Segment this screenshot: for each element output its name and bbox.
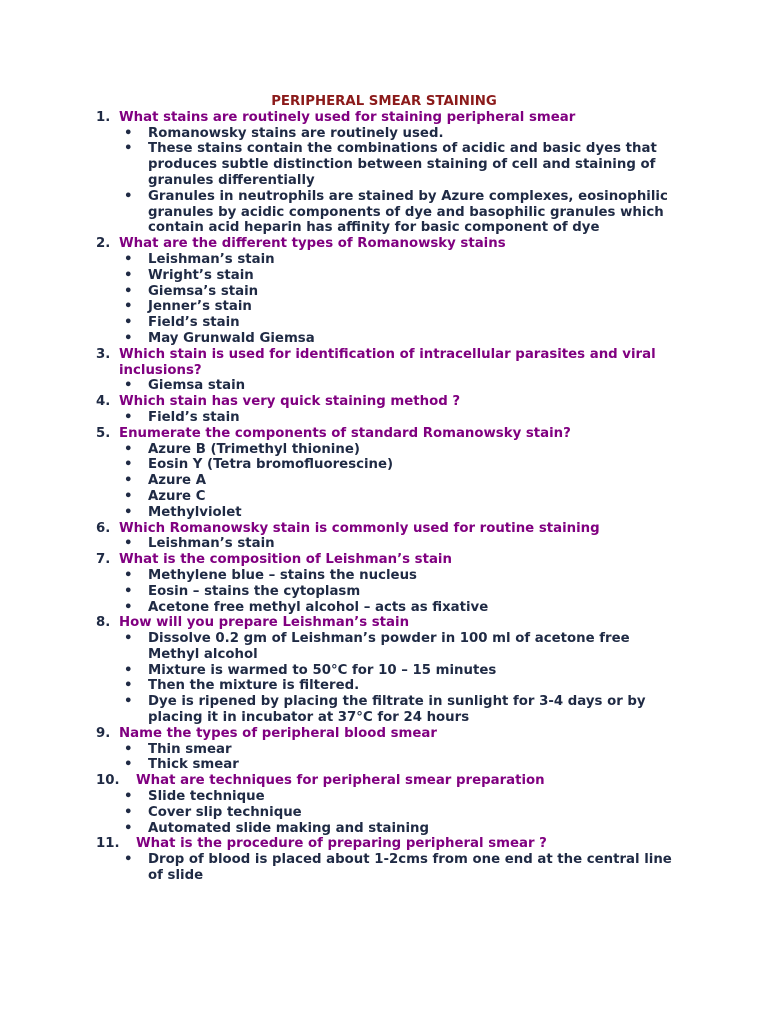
answer-bullet [0,852,680,884]
answer-bullet [0,600,680,616]
answer-text: Drop of blood is placed about 1-2cms from one end at the central line of slide [148,852,672,884]
question-number: 5. [96,425,111,441]
bullet-icon: • [124,678,133,694]
answer-text: Azure A [148,473,206,489]
bullet-icon: • [124,662,133,678]
answer-bullet [0,742,680,758]
answer-text: Methylviolet [148,504,242,520]
question-10 [0,773,679,789]
bullet-icon: • [124,536,133,552]
answer-text: Methylene blue – stains the nucleus [148,567,417,583]
bullet-icon: • [124,457,133,473]
bullet-icon: • [124,473,133,489]
answer-text: Giemsa stain [148,378,246,394]
answer-text: Then the mixture is filtered. [148,678,360,694]
answer-bullet [0,821,680,837]
answer-bullet [0,789,680,805]
question-5 [0,426,679,442]
bullet-icon: • [124,583,133,599]
question-number: 8. [96,615,111,631]
question-text: What are techniques for peripheral smear preparation [136,773,545,789]
bullet-icon: • [124,757,133,773]
bullet-icon: • [124,804,133,820]
question-number: 9. [96,725,111,741]
bullet-icon: • [124,188,133,204]
bullet-icon: • [124,299,133,315]
answer-bullet [0,252,680,268]
question-text: How will you prepare Leishman’s stain [119,615,410,631]
question-7 [0,552,679,568]
bullet-icon: • [124,789,133,805]
question-8 [0,615,679,631]
question-number: 4. [96,394,111,410]
answer-bullet [0,678,680,694]
answer-text: Eosin – stains the cytoplasm [148,583,361,599]
question-number: 10. [96,773,120,789]
question-number: 1. [96,109,111,125]
bullet-icon: • [124,251,133,267]
answer-text: Jenner’s stain [148,299,252,315]
bullet-icon: • [124,567,133,583]
answer-bullet [0,584,680,600]
answer-text: Granules in neutrophils are stained by Azure complexes, eosinophilic granules by acidic components of dye and basophilic granules which contain acid heparin has affinity for basic component of dye [148,188,668,236]
document-page [0,94,768,884]
answer-bullet [0,442,680,458]
question-1 [0,110,679,126]
answer-bullet [0,631,680,663]
bullet-icon: • [124,125,133,141]
answer-text: Wright’s stain [148,267,254,283]
bullet-icon: • [124,378,133,394]
answer-text: Thick smear [148,757,239,773]
bullet-icon: • [124,141,133,157]
answer-bullet [0,315,680,331]
answer-text: Eosin Y (Tetra bromofluorescine) [148,457,394,473]
answer-text: Thin smear [148,741,232,757]
answer-bullet [0,126,680,142]
question-9 [0,726,679,742]
question-text: Enumerate the components of standard Romanowsky stain? [119,425,571,441]
question-number: 11. [96,836,120,852]
answer-bullet [0,757,680,773]
bullet-icon: • [124,694,133,710]
answer-bullet [0,141,680,188]
bullet-icon: • [124,631,133,647]
answer-bullet [0,805,680,821]
answer-text: Azure B (Trimethyl thionine) [148,441,360,457]
answer-text: These stains contain the combinations of acidic and basic dyes that produces subtle distinction between staining of cell and staining of granules differentially [148,141,657,188]
answer-text: Field’s stain [148,409,240,425]
question-2 [0,236,679,252]
bullet-icon: • [124,330,133,346]
bullet-icon: • [124,315,133,331]
answer-bullet [0,473,680,489]
answer-bullet [0,694,680,726]
answer-text: Slide technique [148,789,265,805]
answer-text: Automated slide making and staining [148,820,430,836]
answer-text: May Grunwald Giemsa [148,330,315,346]
question-4 [0,394,679,410]
answer-text: Leishman’s stain [148,251,275,267]
question-text: Name the types of peripheral blood smear [119,725,437,741]
answer-bullet [0,536,680,552]
answer-bullet [0,568,680,584]
answer-bullet [0,189,680,236]
bullet-icon: • [124,599,133,615]
answer-text: Azure C [148,488,206,504]
question-3 [0,347,679,379]
bullet-icon: • [124,267,133,283]
question-text: Which Romanowsky stain is commonly used for routine staining [119,520,600,536]
answer-bullet [0,331,680,347]
answer-text: Field’s stain [148,315,240,331]
bullet-icon: • [124,488,133,504]
question-number: 2. [96,236,111,252]
question-number: 7. [96,552,111,568]
bullet-icon: • [124,283,133,299]
bullet-icon: • [124,409,133,425]
bullet-icon: • [124,741,133,757]
answer-text: Leishman’s stain [148,536,275,552]
bullet-icon: • [124,852,133,868]
answer-text: Cover slip technique [148,804,302,820]
bullet-icon: • [124,441,133,457]
question-text: What stains are routinely used for staining peripheral smear [119,109,576,125]
answer-bullet [0,378,680,394]
question-6 [0,521,679,537]
question-text: Which stain has very quick staining method ? [119,394,461,410]
answer-bullet [0,284,680,300]
answer-text: Acetone free methyl alcohol – acts as fixative [148,599,489,615]
bullet-icon: • [124,504,133,520]
answer-bullet [0,410,680,426]
document-title: PERIPHERAL SMEAR STAINING [271,94,497,109]
question-11 [0,836,679,852]
question-text: What is the composition of Leishman’s stain [119,552,452,568]
answer-bullet [0,505,680,521]
question-text: Which stain is used for identification of intracellular parasites and viral inclusions? [119,346,656,378]
question-text: What are the different types of Romanowsky stains [119,236,506,252]
question-number: 3. [96,346,111,362]
bullet-icon: • [124,820,133,836]
answer-bullet [0,457,680,473]
answer-text: Giemsa’s stain [148,283,259,299]
answer-bullet [0,299,680,315]
question-text: What is the procedure of preparing peripheral smear ? [136,836,547,852]
answer-bullet [0,663,680,679]
answer-text: Dissolve 0.2 gm of Leishman’s powder in 100 ml of acetone free Methyl alcohol [148,631,630,662]
answer-bullet [0,268,680,284]
answer-text: Dye is ripened by placing the filtrate in sunlight for 3-4 days or by placing it in incubator at 37°C for 24 hours [148,694,646,726]
answer-bullet [0,489,680,505]
question-number: 6. [96,520,111,536]
answer-text: Mixture is warmed to 50°C for 10 – 15 minutes [148,662,497,678]
answer-text: Romanowsky stains are routinely used. [148,125,444,141]
